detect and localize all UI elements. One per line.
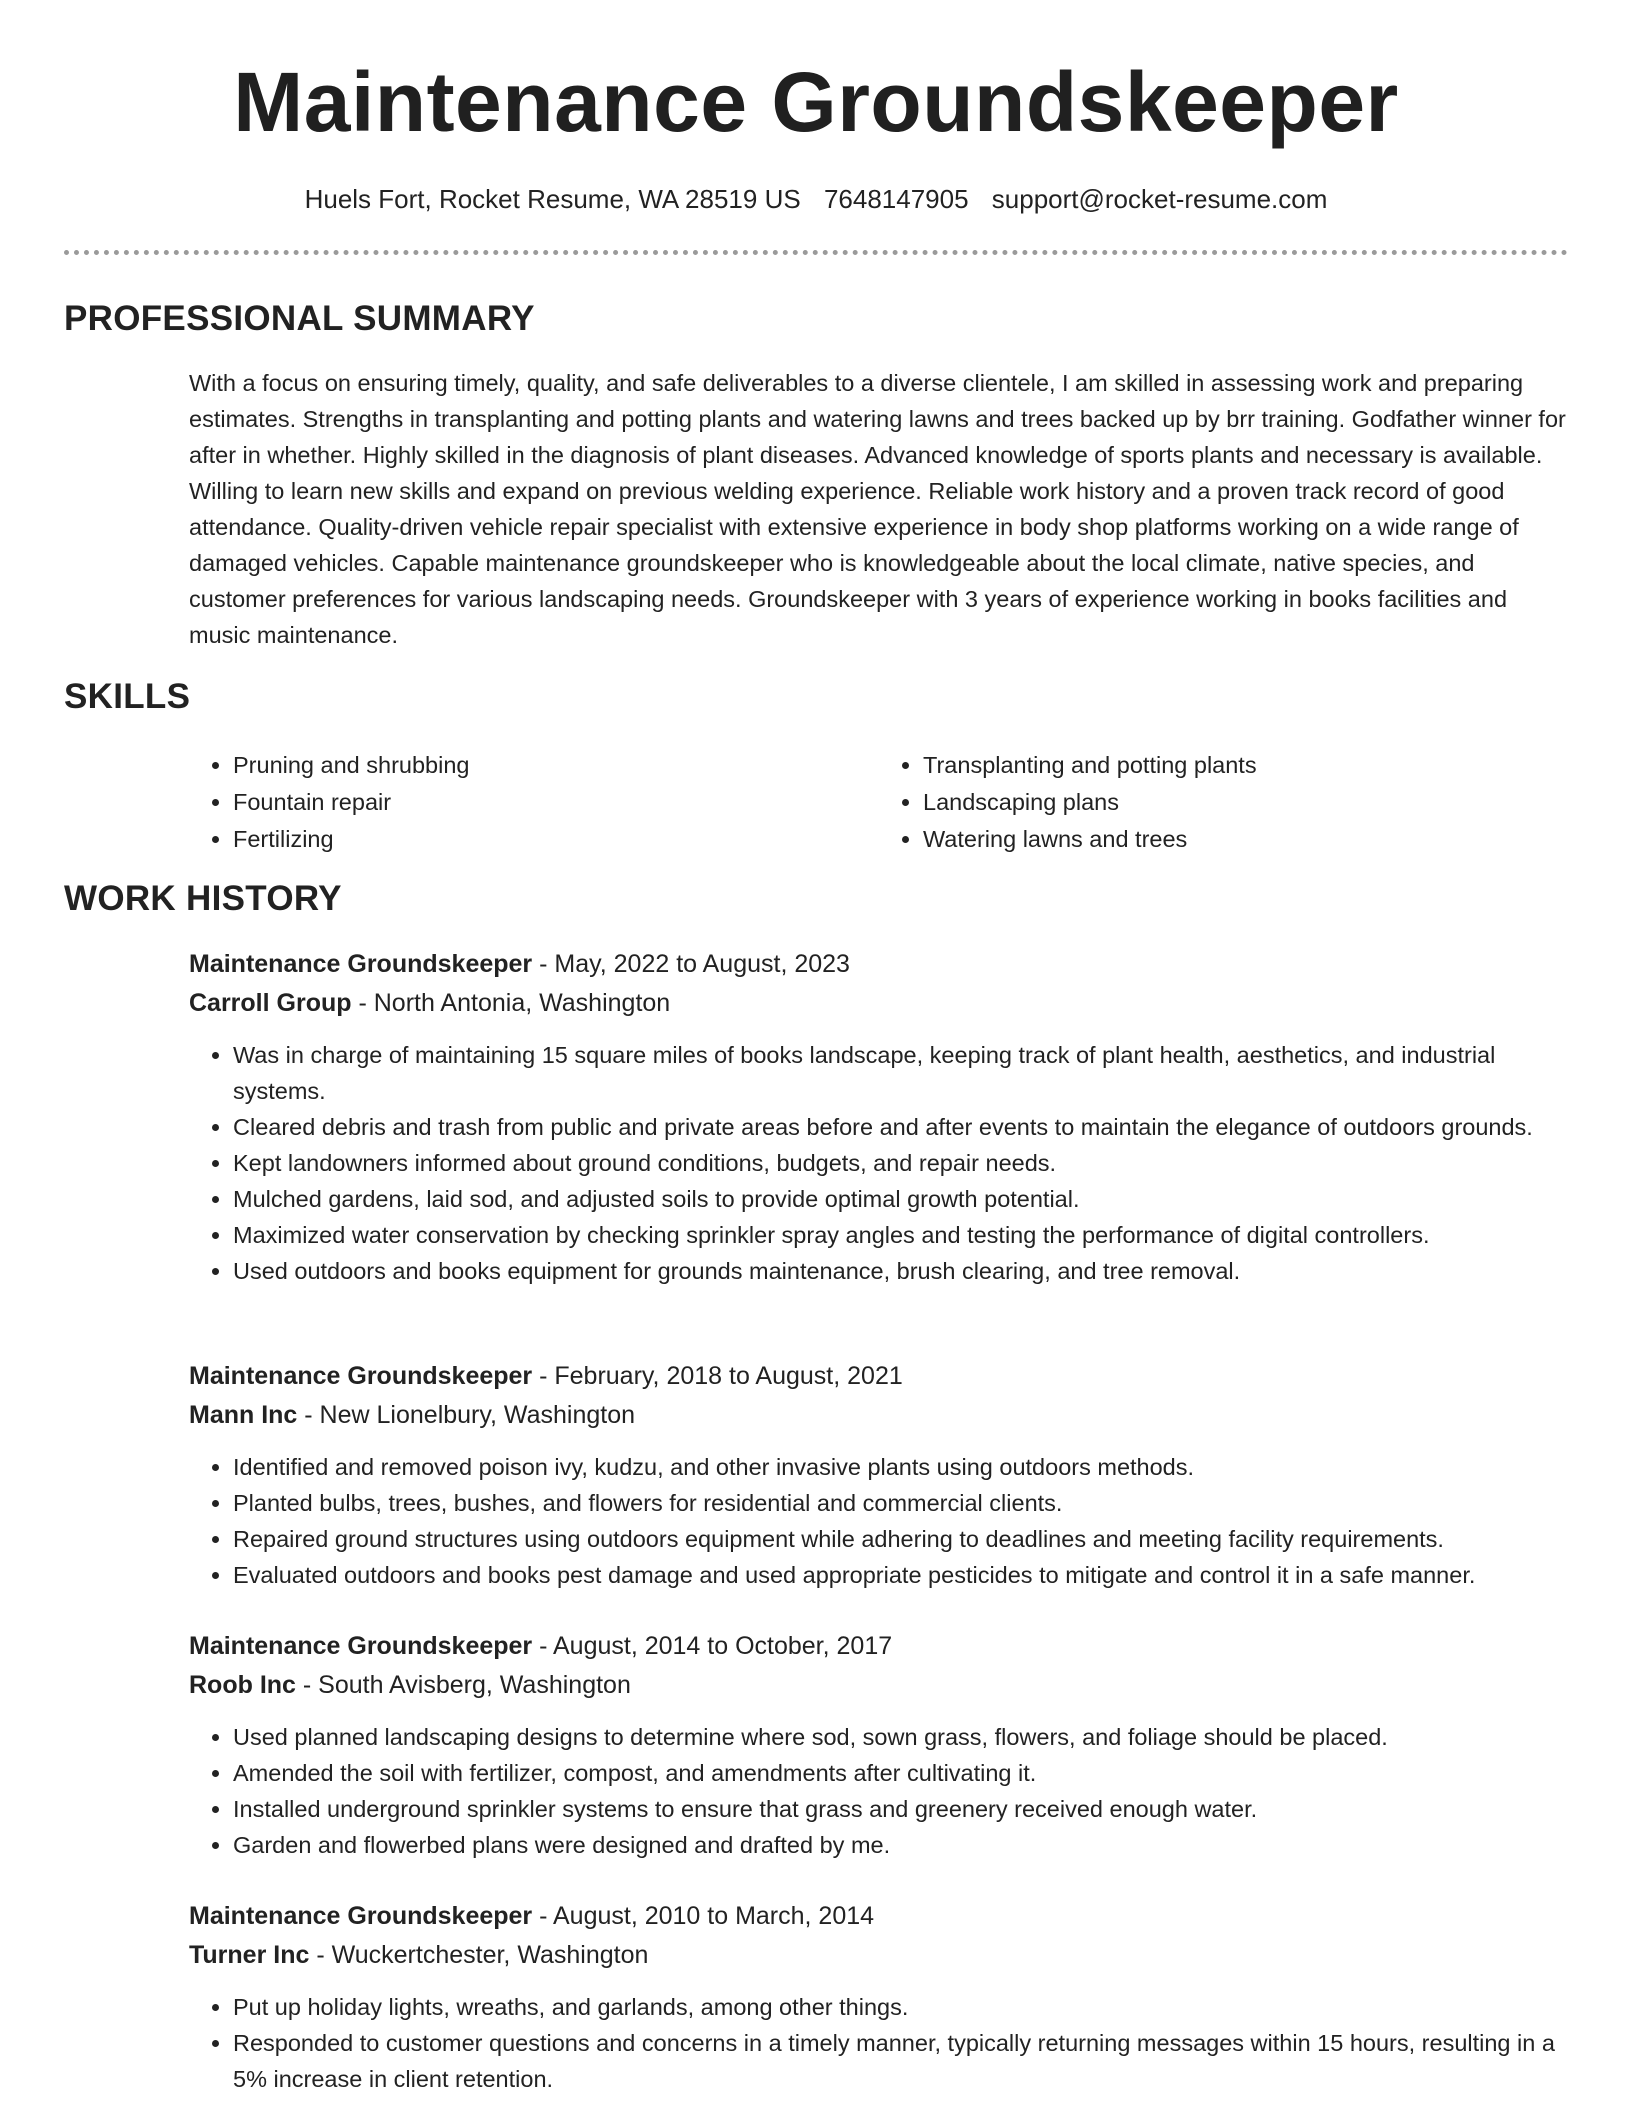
contact-phone: 7648147905 bbox=[823, 184, 969, 214]
job-company: Roob Inc bbox=[189, 1671, 296, 1699]
header-divider bbox=[64, 250, 1568, 255]
job-dates: - May, 2022 to August, 2023 bbox=[532, 950, 850, 978]
job-bullets bbox=[189, 1719, 1589, 1863]
job-bullet: • Was in charge of maintaining 15 square miles of books landscape, keeping track of plant health, aesthetics, and industrial systems. bbox=[233, 1037, 1589, 1109]
job-title-line bbox=[189, 1897, 1589, 1936]
contact-address: Huels Fort, Rocket Resume, WA 28519 US bbox=[304, 184, 801, 214]
section-title-skills: SKILLS bbox=[64, 677, 191, 716]
skills-column-left bbox=[189, 747, 879, 858]
job-location: - Wuckertchester, Washington bbox=[309, 1941, 649, 1969]
skill-item: • Transplanting and potting plants bbox=[923, 747, 1569, 784]
candidate-name: Maintenance Groundskeeper bbox=[233, 55, 1399, 149]
job-bullet: • Maximized water conservation by checking sprinkler spray angles and testing the performance of digital controllers. bbox=[233, 1217, 1589, 1253]
skill-item: • Pruning and shrubbing bbox=[233, 747, 879, 784]
contact-line bbox=[0, 181, 1632, 217]
job-bullet: • Mulched gardens, laid sod, and adjusted soils to provide optimal growth potential. bbox=[233, 1181, 1589, 1217]
job-entry bbox=[189, 1357, 1589, 1593]
job-bullet: • Amended the soil with fertilizer, compost, and amendments after cultivating it. bbox=[233, 1755, 1589, 1791]
job-dates: - August, 2010 to March, 2014 bbox=[532, 1902, 875, 1930]
skill-item: • Fountain repair bbox=[233, 784, 879, 821]
job-bullet: • Evaluated outdoors and books pest damage and used appropriate pesticides to mitigate and control it in a safe manner. bbox=[233, 1557, 1589, 1593]
job-role: Maintenance Groundskeeper bbox=[189, 1632, 533, 1660]
job-location: - South Avisberg, Washington bbox=[295, 1671, 631, 1699]
job-entry bbox=[189, 1627, 1589, 1863]
skills-list bbox=[189, 747, 1569, 858]
job-company: Turner Inc bbox=[189, 1941, 310, 1969]
summary-text: With a focus on ensuring timely, quality, and safe deliverables to a diverse clientele, I am skilled in assessing work and preparing estimates. Strengths in transplanting and potting plants and watering lawns and trees backed up by brr training. Godfather winner for after in whether. Highly skilled in the diagnosis of plant diseases. Advanced knowledge of sports plants and necessary is available. Willing to learn new skills and expand on previous welding experience. Reliable work history and a proven track record of good attendance. Quality-driven vehicle repair specialist with extensive experience in body shop platforms working on a wide range of damaged vehicles. Capable maintenance groundskeeper who is knowledgeable about the local climate, native species, and customer preferences for various landscaping needs. Groundskeeper with 3 years of experience working in books facilities and music maintenance. bbox=[189, 370, 1566, 648]
job-bullet: • Installed underground sprinkler systems to ensure that grass and greenery received enough water. bbox=[233, 1791, 1589, 1827]
job-role: Maintenance Groundskeeper bbox=[189, 1362, 533, 1390]
skills-column-right bbox=[879, 747, 1569, 858]
job-dates: - August, 2014 to October, 2017 bbox=[532, 1632, 893, 1660]
job-bullet: • Kept landowners informed about ground conditions, budgets, and repair needs. bbox=[233, 1145, 1589, 1181]
job-company-line bbox=[189, 1666, 1589, 1705]
job-title-line bbox=[189, 1627, 1589, 1666]
job-entry bbox=[189, 945, 1589, 1289]
job-bullet: • Garden and flowerbed plans were designed and drafted by me. bbox=[233, 1827, 1589, 1863]
job-bullet: • Identified and removed poison ivy, kudzu, and other invasive plants using outdoors methods. bbox=[233, 1449, 1589, 1485]
job-bullet: • Planted bulbs, trees, bushes, and flowers for residential and commercial clients. bbox=[233, 1485, 1589, 1521]
job-title-line bbox=[189, 1357, 1589, 1396]
job-role: Maintenance Groundskeeper bbox=[189, 1902, 533, 1930]
contact-email: support@rocket-resume.com bbox=[991, 184, 1328, 214]
job-company-line bbox=[189, 1936, 1589, 1975]
job-bullet: • Used planned landscaping designs to determine where sod, sown grass, flowers, and foliage should be placed. bbox=[233, 1719, 1589, 1755]
job-bullets bbox=[189, 1037, 1589, 1289]
job-company-line bbox=[189, 1396, 1589, 1435]
job-location: - North Antonia, Washington bbox=[351, 989, 671, 1017]
job-company-line bbox=[189, 984, 1589, 1023]
job-bullet: • Responded to customer questions and concerns in a timely manner, typically returning messages within 15 hours, resulting in a 5% increase in client retention. bbox=[233, 2025, 1589, 2097]
job-location: - New Lionelbury, Washington bbox=[297, 1401, 636, 1429]
job-company: Carroll Group bbox=[189, 989, 352, 1017]
section-title-summary: PROFESSIONAL SUMMARY bbox=[64, 299, 535, 338]
job-company: Mann Inc bbox=[189, 1401, 298, 1429]
job-bullets bbox=[189, 1989, 1589, 2097]
job-bullet: • Repaired ground structures using outdoors equipment while adhering to deadlines and meeting facility requirements. bbox=[233, 1521, 1589, 1557]
skill-item: • Fertilizing bbox=[233, 821, 879, 858]
job-title-line bbox=[189, 945, 1589, 984]
job-bullets bbox=[189, 1449, 1589, 1593]
skill-item: • Landscaping plans bbox=[923, 784, 1569, 821]
job-bullet: • Used outdoors and books equipment for grounds maintenance, brush clearing, and tree removal. bbox=[233, 1253, 1589, 1289]
job-entry bbox=[189, 1897, 1589, 2097]
job-role: Maintenance Groundskeeper bbox=[189, 950, 533, 978]
section-title-work-history: WORK HISTORY bbox=[64, 879, 342, 918]
skill-item: • Watering lawns and trees bbox=[923, 821, 1569, 858]
job-bullet: • Cleared debris and trash from public and private areas before and after events to maintain the elegance of outdoors grounds. bbox=[233, 1109, 1589, 1145]
job-dates: - February, 2018 to August, 2021 bbox=[532, 1362, 903, 1390]
job-bullet: • Put up holiday lights, wreaths, and garlands, among other things. bbox=[233, 1989, 1589, 2025]
